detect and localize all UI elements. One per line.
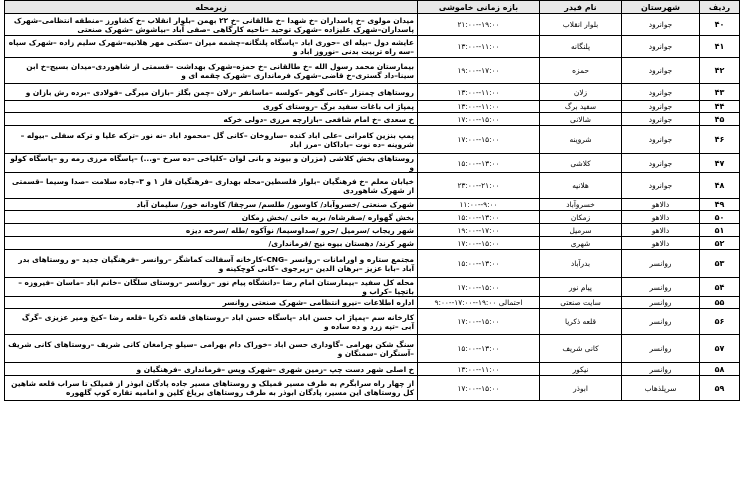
- row-time: ۱۳:۰۰--۱۵:۰۰: [418, 211, 540, 224]
- table-row: [5, 250, 740, 278]
- row-area: روستاهای بخش کلاشی (مزران و بیوند و بانی لوان –کلیاخی –ده سرخ –و...) –پاسگاه مرزی رمه رو –پاسگاه کولو و: [5, 154, 418, 173]
- table-row: [5, 199, 740, 211]
- table-row: [5, 14, 740, 36]
- row-index: ۴۵: [700, 113, 740, 126]
- row-index: ۴۸: [700, 173, 740, 199]
- row-time: ۱۵:۰۰--۱۷:۰۰: [418, 309, 540, 335]
- row-city: روانسر: [622, 250, 700, 278]
- row-area: مجتمع ستاره و اورامانات –روانسر –CNG–کارخانه آسفالت کماشگر –روانسر –فرهنگیان جدید –و روستاهای بدر آباد –بابا عزیز –برهان الدین –زیرجوی –کانی کوچکینه و: [5, 250, 418, 278]
- row-area: خ اصلی شهر دست چپ –زمین شهری –شهرک ویس –فرمانداری –فرهنگیان و: [5, 363, 418, 376]
- row-time: ۱۹:۰۰--۲۱:۰۰: [418, 14, 540, 36]
- row-area: بیمارستان محمد رسول الله –خ طالقانی –خ حمزه–شهرک بهداشت –قسمتی از شاهوردی–میدان بسیج–خ ابن سینا–داد گستری–خ قاضی–شهرک فرمانداری –شهرک چقمه ای و: [5, 58, 418, 84]
- row-time: ۱۱:۰۰--۱۳:۰۰: [418, 363, 540, 376]
- row-city: جوانرود: [622, 101, 700, 113]
- row-area: شهر ریجاب /سرمیل /حرو /صداوسیما/ نوآکوه /طله /سرخه دیزه: [5, 224, 418, 237]
- row-city: جوانرود: [622, 126, 700, 154]
- row-feeder: حمزه: [540, 58, 622, 84]
- row-area: خیابان معلم –خ فرهنگیان –بلوار فلسطین–محله بهداری –فرهنگیان فاز ۱ و ۳–جاده سلامت –صدا وسیما –قسمتی از شهرک شاهوردی: [5, 173, 418, 199]
- row-city: جوانرود: [622, 58, 700, 84]
- row-feeder: زمکان: [540, 211, 622, 224]
- outage-schedule-table: [4, 0, 740, 401]
- table-row: [5, 36, 740, 58]
- row-area: از چهار راه سرابگرم به طرف مسیر قمیلک و روستاهای مسیر جاده پادگان ابوذر از قمیلک تا سراب قلعه شاهین کل روستاهای این مسیر، پادگان ابوذر به طرف روستاهای بریاغ کلین و امامیه تقاره کوپ گلهوره: [5, 376, 418, 401]
- row-city: روانسر: [622, 309, 700, 335]
- row-feeder: شالانی: [540, 113, 622, 126]
- row-time: ۱۵:۰۰--۱۷:۰۰: [418, 126, 540, 154]
- table-row: [5, 84, 740, 101]
- row-feeder: کانی شریف: [540, 335, 622, 363]
- header-area: زیرمحله: [5, 1, 418, 14]
- row-city: دالاهو: [622, 237, 700, 250]
- table-row: [5, 58, 740, 84]
- row-area: اداره اطلاعات –نیرو انتظامی –شهرک صنعتی روانسر: [5, 297, 418, 309]
- table-row: [5, 237, 740, 250]
- table-row: [5, 126, 740, 154]
- row-city: جوانرود: [622, 36, 700, 58]
- row-time: ۱۵:۰۰--۱۷:۰۰: [418, 113, 540, 126]
- row-index: ۵۸: [700, 363, 740, 376]
- row-area: شهرک صنعتی /خسروآباد/ کاوسور/ طلسم/ سرچقا/ کاودانه خور/ سلیمان آباد: [5, 199, 418, 211]
- row-feeder: پلنگانه: [540, 36, 622, 58]
- row-feeder: سایت صنعتی: [540, 297, 622, 309]
- table-header-row: [5, 1, 740, 14]
- row-index: ۴۷: [700, 154, 740, 173]
- table-row: [5, 173, 740, 199]
- row-feeder: نیکور: [540, 363, 622, 376]
- row-feeder: بدرآباد: [540, 250, 622, 278]
- row-time: ۱۱:۰۰--۱۳:۰۰: [418, 101, 540, 113]
- table-body: [5, 14, 740, 401]
- header-city: شهرستان: [622, 1, 700, 14]
- table-row: [5, 363, 740, 376]
- row-time: ۹:۰۰--۱۱:۰۰: [418, 199, 540, 211]
- row-city: دالاهو: [622, 199, 700, 211]
- row-time: ۱۳:۰۰--۱۵:۰۰: [418, 335, 540, 363]
- row-feeder: شهری: [540, 237, 622, 250]
- header-time: بازه زمانی خاموشی: [418, 1, 540, 14]
- header-index: ردیف: [700, 1, 740, 14]
- row-area: میدان مولوی –خ پاسداران –خ شهدا –خ طالقانی –خ ۲۲ بهمن –بلوار انقلاب –خ کشاورز –منطقه انتظامی–شهرک پاسداران–شهرک علیزاده –شهرک توحید –ناحیه کارگاهی –صفی آباد –بیاشوش –شهرک صنعتی: [5, 14, 418, 36]
- table-row: [5, 309, 740, 335]
- row-city: دالاهو: [622, 211, 700, 224]
- row-time: ۱۵:۰۰--۱۷:۰۰: [418, 237, 540, 250]
- row-area: خ سعدی –خ امام شافعی –بازارچه مرزی –دولی خرکه: [5, 113, 418, 126]
- row-time: ۱۳:۰۰--۱۵:۰۰: [418, 250, 540, 278]
- row-index: ۵۹: [700, 376, 740, 401]
- row-feeder: ابوذر: [540, 376, 622, 401]
- outage-table-container: [4, 0, 739, 401]
- row-area: سنگ شکن بهرامی –گاوداری حسن اباد –خوراک دام بهرامی –سیلو چرامغان کانی شریف –روستاهای کانی شریف –آسنگران –سمنگان و: [5, 335, 418, 363]
- row-city: روانسر: [622, 297, 700, 309]
- row-city: جوانرود: [622, 84, 700, 101]
- row-area: کارخانه سم –پمپاژ اب حسن اباد –پاسگاه حسن اباد –روستاهای قلعه ذکریا –قلعه رضا –کیخ ومیر عزیزی –گرگ آبی –تپه زرد و ده ساده و: [5, 309, 418, 335]
- row-index: ۵۷: [700, 335, 740, 363]
- table-row: [5, 278, 740, 297]
- table-row: [5, 335, 740, 363]
- row-area: شهر کرند/ دهستان بیوه نیج /فرمانداری/: [5, 237, 418, 250]
- row-index: ۵۳: [700, 250, 740, 278]
- row-area: بخش گهواره /صفرشاه/ بریه خانی /بخش زمکان: [5, 211, 418, 224]
- row-feeder: سفید برگ: [540, 101, 622, 113]
- row-index: ۵۰: [700, 211, 740, 224]
- table-row: [5, 101, 740, 113]
- row-time: ۱۷:۰۰--۱۹:۰۰: [418, 224, 540, 237]
- row-city: جوانرود: [622, 173, 700, 199]
- row-city: روانسر: [622, 363, 700, 376]
- row-index: ۴۰: [700, 14, 740, 36]
- row-time: ۱۱:۰۰--۱۳:۰۰: [418, 84, 540, 101]
- row-area: محله کل سفید –بیمارستان امام رضا –دانشگاه پیام نور –روانسر –روستای سلگان –خانم اباد –ماسان –فیروزه –باتچیا –کراب و: [5, 278, 418, 297]
- row-index: ۴۱: [700, 36, 740, 58]
- row-feeder: کلاشی: [540, 154, 622, 173]
- table-row: [5, 154, 740, 173]
- row-index: ۴۲: [700, 58, 740, 84]
- table-row: [5, 211, 740, 224]
- row-index: ۵۲: [700, 237, 740, 250]
- row-index: ۴۹: [700, 199, 740, 211]
- row-time: ۱۱:۰۰--۱۳:۰۰: [418, 36, 540, 58]
- table-row: [5, 376, 740, 401]
- row-area: عایشه دول –بیله ای –حوری اباد –پاسگاه پلنگانه–چشمه میران –سکنی مهر هلانیه–شهرک سلیم زاده –شهرک سپاه –سه راه تربیت بدنی –نوروز اباد و: [5, 36, 418, 58]
- row-area: پمپاژ اب باغات سفید برگ –روستای کوری: [5, 101, 418, 113]
- row-index: ۵۱: [700, 224, 740, 237]
- row-index: ۴۴: [700, 101, 740, 113]
- row-city: جوانرود: [622, 14, 700, 36]
- row-city: روانسر: [622, 335, 700, 363]
- row-index: ۴۶: [700, 126, 740, 154]
- row-index: ۵۵: [700, 297, 740, 309]
- row-city: دالاهو: [622, 224, 700, 237]
- table-row: [5, 113, 740, 126]
- row-time: ۱۷:۰۰--۱۹:۰۰: [418, 58, 540, 84]
- row-city: جوانرود: [622, 113, 700, 126]
- row-index: ۴۳: [700, 84, 740, 101]
- table-row: [5, 224, 740, 237]
- row-feeder: پیام نور: [540, 278, 622, 297]
- table-row: [5, 297, 740, 309]
- row-city: روانسر: [622, 278, 700, 297]
- row-area: پمپ بنزین کامرانی –علی اباد کنده –ساروخان –کانی گل –محمود اباد –نه نور –ترکه علیا و ترکه سفلی –بیوله –شروینه –ده نوت –باداکان –مرز اباد: [5, 126, 418, 154]
- row-feeder: سرمیل: [540, 224, 622, 237]
- row-time: احتمالی ۱۹:۰۰--۱۷:۰۰--۹:۰۰: [418, 297, 540, 309]
- row-feeder: هلانیه: [540, 173, 622, 199]
- row-feeder: خسروآباد: [540, 199, 622, 211]
- row-time: ۲۱:۰۰--۲۳:۰۰: [418, 173, 540, 199]
- row-feeder: قلعه ذکریا: [540, 309, 622, 335]
- row-feeder: زلان: [540, 84, 622, 101]
- row-time: ۱۵:۰۰--۱۷:۰۰: [418, 376, 540, 401]
- row-city: سرپلذهاب: [622, 376, 700, 401]
- row-index: ۵۴: [700, 278, 740, 297]
- header-feeder: نام فیدر: [540, 1, 622, 14]
- row-area: روستاهای چمنزار –کانی گوهر –کولسه –ماسانفر –زلان –چمن بگلز –بازان میرگی –فولادی –برده رش بازان و: [5, 84, 418, 101]
- row-time: ۱۵:۰۰--۱۷:۰۰: [418, 278, 540, 297]
- row-feeder: بلوار انقلاب: [540, 14, 622, 36]
- row-time: ۱۳:۰۰--۱۵:۰۰: [418, 154, 540, 173]
- row-feeder: شروینه: [540, 126, 622, 154]
- row-city: جوانرود: [622, 154, 700, 173]
- row-index: ۵۶: [700, 309, 740, 335]
